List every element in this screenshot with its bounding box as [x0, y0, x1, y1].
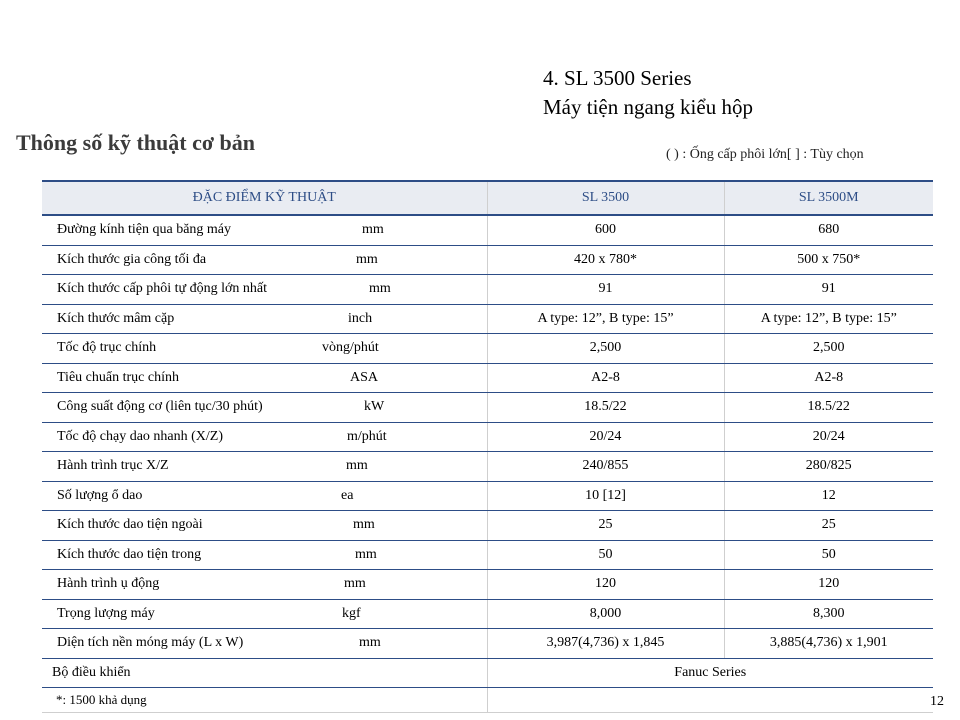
cell-sl3500: 2,500: [487, 334, 724, 364]
row-name: Tốc độ chạy dao nhanh (X/Z): [57, 428, 223, 444]
cell-sl3500: 10 [12]: [487, 481, 724, 511]
cell-sl3500m: 25: [724, 511, 933, 541]
row-name: Diện tích nền móng máy (L x W): [57, 635, 244, 651]
row-unit: ASA: [350, 369, 379, 385]
footnote-empty-cell: [487, 688, 933, 713]
row-name: Kích thước mâm cặp: [57, 310, 175, 326]
page-number: 12: [930, 694, 944, 709]
cell-sl3500: A2-8: [487, 363, 724, 393]
cell-sl3500m: 12: [724, 481, 933, 511]
controller-row: [42, 658, 933, 688]
cell-sl3500m: 50: [724, 540, 933, 570]
row-name: Hành trình ụ động: [57, 576, 160, 592]
cell-sl3500: 25: [487, 511, 724, 541]
controller-label: Bộ điều khiển: [42, 658, 487, 688]
legend-note: ( ) : Ống cấp phôi lớn[ ] : Tùy chọn: [666, 147, 864, 162]
header-sl3500m: SL 3500M: [724, 181, 933, 215]
row-unit: mm: [362, 222, 384, 238]
cell-sl3500m: 3,885(4,736) x 1,901: [724, 629, 933, 659]
row-name: Công suất động cơ (liên tục/30 phút): [57, 399, 263, 415]
series-title-line2: Máy tiện ngang kiểu hộp: [543, 95, 753, 119]
row-name: Đường kính tiện qua băng máy: [57, 222, 232, 238]
cell-sl3500m: 91: [724, 275, 933, 305]
header-spec: ĐẶC ĐIỂM KỸ THUẬT: [42, 181, 487, 215]
row-unit: mm: [353, 517, 375, 533]
cell-sl3500: 50: [487, 540, 724, 570]
cell-sl3500: 120: [487, 570, 724, 600]
table-row: [42, 629, 933, 659]
cell-sl3500m: 2,500: [724, 334, 933, 364]
row-unit: kgf: [342, 605, 361, 621]
table-row: [42, 570, 933, 600]
row-name: Kích thước dao tiện ngoài: [57, 517, 203, 533]
row-unit: mm: [356, 251, 378, 267]
row-unit: mm: [346, 458, 368, 474]
controller-value: Fanuc Series: [487, 658, 933, 688]
cell-sl3500m: 280/825: [724, 452, 933, 482]
table-row: [42, 275, 933, 305]
table-row: [42, 245, 933, 275]
cell-sl3500m: 8,300: [724, 599, 933, 629]
row-unit: ea: [341, 487, 354, 503]
table-row: [42, 393, 933, 423]
table-row: [42, 511, 933, 541]
series-title-line1: 4. SL 3500 Series: [543, 66, 692, 90]
cell-sl3500: 18.5/22: [487, 393, 724, 423]
table-row: [42, 215, 933, 245]
row-unit: mm: [359, 635, 381, 651]
table-row: [42, 304, 933, 334]
row-unit: mm: [369, 281, 391, 297]
footnote: *: 1500 khả dụng: [42, 688, 487, 713]
row-name: Tiêu chuẩn trục chính: [57, 369, 179, 385]
row-unit: kW: [364, 399, 385, 415]
row-unit: vòng/phút: [322, 340, 379, 356]
table-row: [42, 422, 933, 452]
cell-sl3500: 3,987(4,736) x 1,845: [487, 629, 724, 659]
cell-sl3500m: 500 x 750*: [724, 245, 933, 275]
spec-table: [42, 180, 933, 713]
cell-sl3500: 600: [487, 215, 724, 245]
row-name: Trọng lượng máy: [57, 605, 155, 621]
cell-sl3500m: A2-8: [724, 363, 933, 393]
table-row: [42, 452, 933, 482]
row-unit: mm: [344, 576, 366, 592]
table-row: [42, 334, 933, 364]
row-name: Số lượng ổ dao: [57, 487, 143, 503]
row-unit: inch: [348, 310, 373, 326]
cell-sl3500: 420 x 780*: [487, 245, 724, 275]
cell-sl3500: 91: [487, 275, 724, 305]
row-name: Hành trình trục X/Z: [57, 458, 169, 474]
row-name: Kích thước dao tiện trong: [57, 546, 202, 562]
header-sl3500: SL 3500: [487, 181, 724, 215]
footnote-row: [42, 688, 933, 713]
table-row: [42, 363, 933, 393]
table-row: [42, 540, 933, 570]
cell-sl3500m: 18.5/22: [724, 393, 933, 423]
table-header-row: [42, 181, 933, 215]
cell-sl3500: 240/855: [487, 452, 724, 482]
table-row: [42, 599, 933, 629]
cell-sl3500: 20/24: [487, 422, 724, 452]
row-name: Kích thước gia công tối đa: [57, 251, 207, 267]
row-name: Kích thước cấp phôi tự động lớn nhất: [57, 281, 267, 297]
row-unit: mm: [355, 546, 377, 562]
cell-sl3500: 8,000: [487, 599, 724, 629]
cell-sl3500: A type: 12”, B type: 15”: [487, 304, 724, 334]
cell-sl3500m: 680: [724, 215, 933, 245]
row-name: Tốc độ trục chính: [57, 340, 157, 356]
section-heading: Thông số kỹ thuật cơ bản: [16, 130, 255, 155]
table-row: [42, 481, 933, 511]
cell-sl3500m: A type: 12”, B type: 15”: [724, 304, 933, 334]
row-unit: m/phút: [347, 428, 387, 444]
series-title: [543, 64, 753, 122]
cell-sl3500m: 20/24: [724, 422, 933, 452]
cell-sl3500m: 120: [724, 570, 933, 600]
